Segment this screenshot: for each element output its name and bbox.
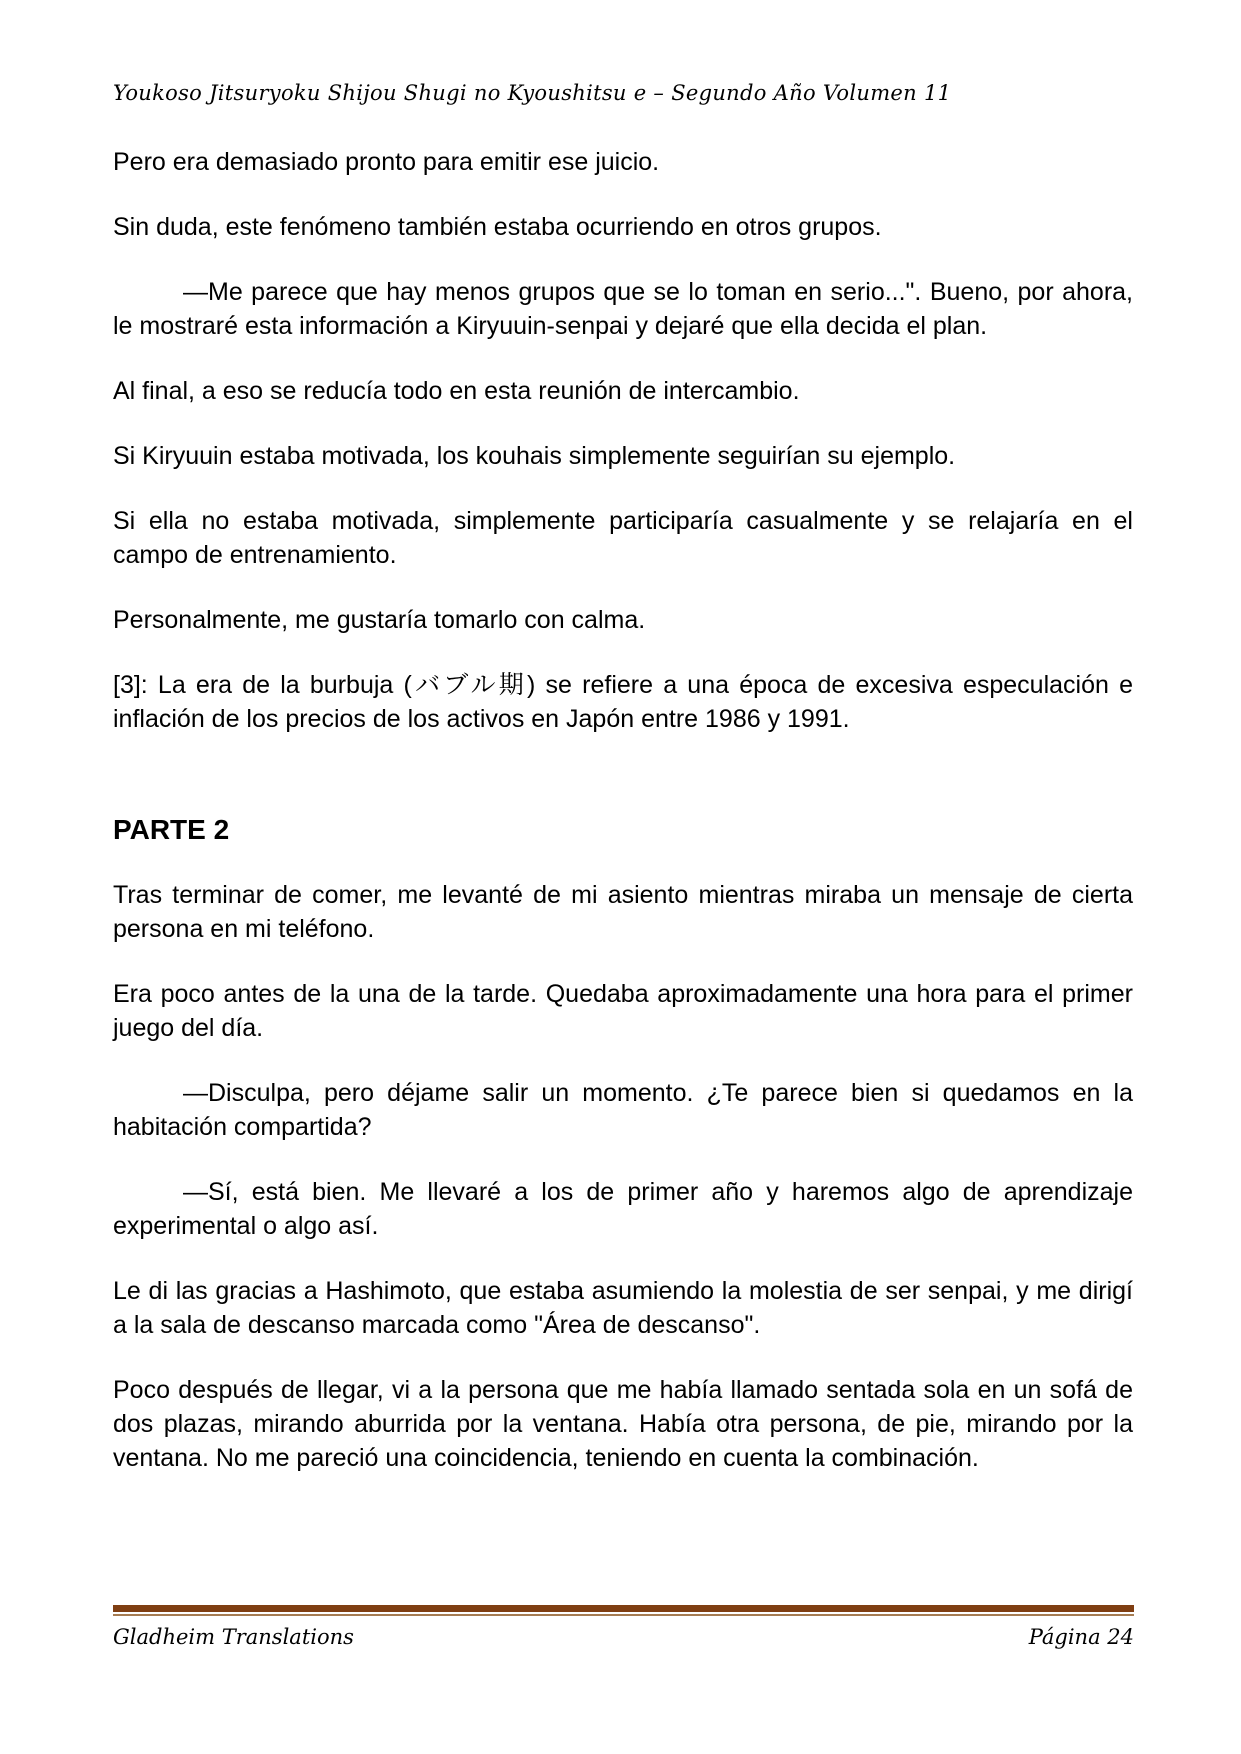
dialogue-paragraph: —Me parece que hay menos grupos que se lo toman en serio...". Bueno, por ahora, le mostraré esta información a Kiryuuin-senpai y dejaré que ella decida el plan. <box>113 278 1133 340</box>
body-paragraph: Sin duda, este fenómeno también estaba ocurriendo en otros grupos. <box>113 213 882 241</box>
footer-rule-thin <box>113 1614 1134 1616</box>
page-footer <box>113 1605 1134 1649</box>
page-header <box>113 80 1134 106</box>
body-paragraph: Personalmente, me gustaría tomarlo con calma. <box>113 606 646 634</box>
section-heading: PARTE 2 <box>113 814 230 845</box>
footer-page-number: Página 24 <box>1028 1625 1134 1649</box>
body-paragraph: Poco después de llegar, vi a la persona que me había llamado sentada sola en un sofá de dos plazas, mirando aburrida por la ventana. Había otra persona, de pie, mirando por la ventana. No me pareció una coincidencia, teniendo en cuenta la combinación. <box>113 1376 1133 1472</box>
body-paragraph: Pero era demasiado pronto para emitir ese juicio. <box>113 148 660 176</box>
body-paragraph: Si Kiryuuin estaba motivada, los kouhais simplemente seguirían su ejemplo. <box>113 442 956 470</box>
footer-rule <box>113 1605 1134 1616</box>
footer-rule-thick <box>113 1605 1134 1612</box>
body-paragraph: Si ella no estaba motivada, simplemente participaría casualmente y se relajaría en el campo de entrenamiento. <box>113 507 1133 569</box>
body-paragraph: Tras terminar de comer, me levanté de mi asiento mientras miraba un mensaje de cierta persona en mi teléfono. <box>113 881 1133 943</box>
footer-text-row <box>113 1625 1134 1649</box>
body-paragraph: Al final, a eso se reducía todo en esta reunión de intercambio. <box>113 377 800 405</box>
dialogue-paragraph: —Sí, está bien. Me llevaré a los de primer año y haremos algo de aprendizaje experimental o algo así. <box>113 1178 1133 1240</box>
running-header-title: Youkoso Jitsuryoku Shijou Shugi no Kyoushitsu e – Segundo Año Volumen 11 <box>113 81 952 105</box>
body-paragraph: [3]: La era de la burbuja (バブル期) se refiere a una época de excesiva especulación e inflación de los precios de los activos en Japón entre 1986 y 1991. <box>113 671 1133 733</box>
footer-translator-credit: Gladheim Translations <box>113 1625 354 1649</box>
body-paragraph: Le di las gracias a Hashimoto, que estaba asumiendo la molestia de ser senpai, y me dirigí a la sala de descanso marcada como "Área de descanso". <box>113 1277 1133 1339</box>
body-paragraph: Era poco antes de la una de la tarde. Quedaba aproximadamente una hora para el primer juego del día. <box>113 980 1133 1042</box>
dialogue-paragraph: —Disculpa, pero déjame salir un momento. ¿Te parece bien si quedamos en la habitación compartida? <box>113 1079 1133 1141</box>
document-body <box>113 145 1133 1506</box>
